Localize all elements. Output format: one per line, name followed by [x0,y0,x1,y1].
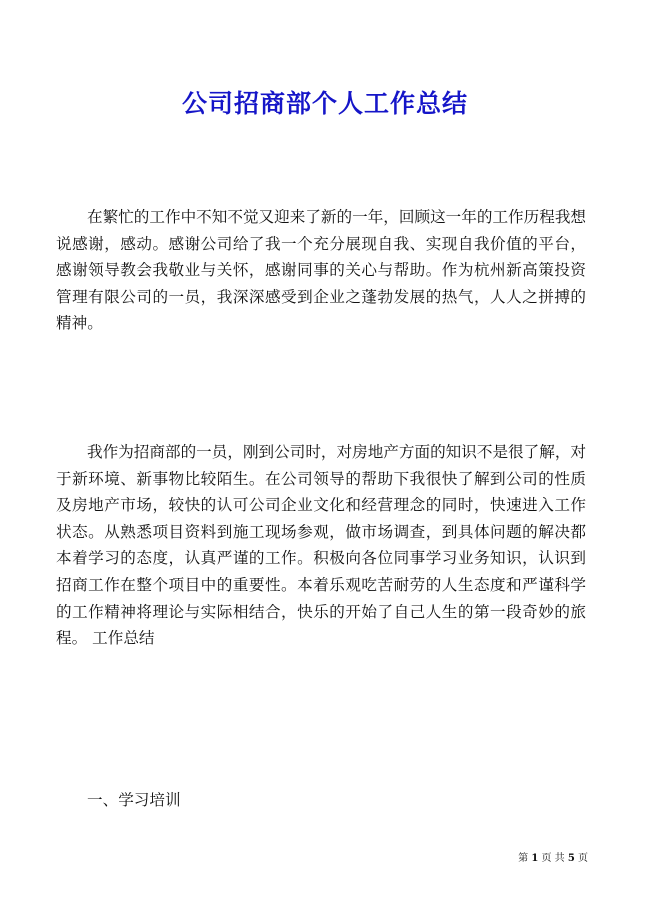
footer-middle: 页 共 [538,853,568,864]
footer-suffix: 页 [574,853,588,864]
current-page-number: 1 [531,853,539,864]
paragraph-intro: 在繁忙的工作中不知不觉又迎来了新的一年，回顾这一年的工作历程我想说感谢，感动。感谢公司给了我一个充分展现自我、实现自我价值的平台，感谢领导教会我敬业与关怀，感谢同事的关心与帮助。作为杭州新高策投资管理有限公司的一员，我深深感受到企业之蓬勃发展的热气，人人之拼搏的精神。 [56,208,587,333]
page-footer [518,852,588,866]
document-title: 公司招商部个人工作总结 [181,89,468,118]
footer-prefix: 第 [518,853,532,864]
total-page-number: 5 [567,853,575,864]
section-heading: 一、学习培训 [87,791,181,809]
paragraph-experience: 我作为招商部的一员，刚到公司时，对房地产方面的知识不是很了解，对于新环境、新事物比较陌生。在公司领导的帮助下我很快了解到公司的性质及房地产市场，较快的认可公司企业文化和经营理念的同时，快速进入工作状态。从熟悉项目资料到施工现场参观，做市场调查，到具体问题的解决都本着学习的态度，认真严谨的工作。积极向各位同事学习业务知识，认识到招商工作在整个项目中的重要性。本着乐观吃苦耐劳的人生态度和严谨科学的工作精神将理论与实际相结合，快乐的开始了自己人生的第一段奇妙的旅程。 工作总结 [56,443,587,648]
